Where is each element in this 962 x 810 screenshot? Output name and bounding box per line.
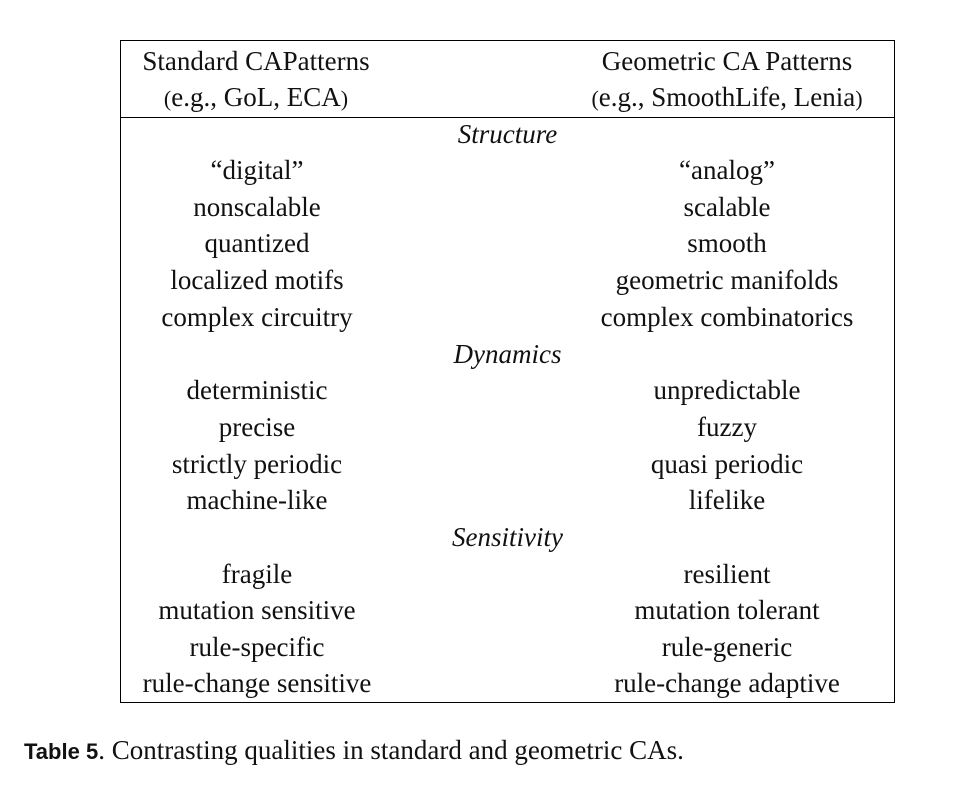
table-cell-left: nonscalable [193, 192, 321, 222]
table-cell-right: mutation tolerant [634, 595, 820, 625]
table-cell-left: fragile [221, 559, 293, 589]
caption-label: Table 5 [24, 739, 99, 764]
header-geometric-title: Geometric CA Patterns [601, 46, 853, 76]
table-cell-right: resilient [683, 559, 771, 589]
table-cell-right: rule-generic [661, 632, 793, 662]
table-cell-right: quasi periodic [650, 449, 804, 479]
header-standard-ca [125, 43, 387, 117]
table-cell-right: unpredictable [653, 375, 801, 405]
table-cell-left: complex circuitry [161, 302, 353, 332]
table-cell-left: deterministic [186, 375, 328, 405]
table-caption [24, 732, 684, 770]
caption-text: Contrasting qualities in standard and geometric CAs. [104, 735, 684, 765]
table-cell-left: rule-specific [189, 632, 325, 662]
header-geometric-ca [571, 43, 883, 117]
caption-separator: . [98, 735, 105, 765]
table-cell-right: fuzzy [697, 412, 757, 442]
table-cell-left: localized motifs [170, 265, 344, 295]
table-cell-left: strictly periodic [171, 449, 343, 479]
section-title-dynamics: Dynamics [453, 339, 562, 369]
table-cell-right: complex combinatorics [600, 302, 854, 332]
table-cell-left: machine-like [186, 485, 328, 515]
table-cell-left: mutation sensitive [158, 595, 356, 625]
table-cell-right: geometric manifolds [615, 265, 839, 295]
table-cell-right: smooth [687, 228, 767, 258]
table-cell-right: “analog” [679, 155, 775, 185]
table-cell-right: rule-change adaptive [614, 668, 840, 698]
table-cell-left: quantized [204, 228, 310, 258]
comparison-table [120, 40, 895, 703]
table-cell-left: “digital” [210, 155, 304, 185]
table-header [121, 41, 894, 118]
section-title-structure: Structure [457, 119, 558, 149]
table-cell-right: lifelike [688, 485, 766, 515]
header-geometric-examples: (e.g., SmoothLife, Lenia) [591, 82, 863, 112]
section-title-sensitivity: Sensitivity [452, 522, 563, 552]
header-standard-examples: (e.g., GoL, ECA) [163, 82, 349, 112]
table-cell-right: scalable [683, 192, 771, 222]
table-cell-left: precise [218, 412, 296, 442]
header-standard-title: Standard CAPatterns [142, 46, 370, 76]
table-cell-left: rule-change sensitive [142, 668, 372, 698]
